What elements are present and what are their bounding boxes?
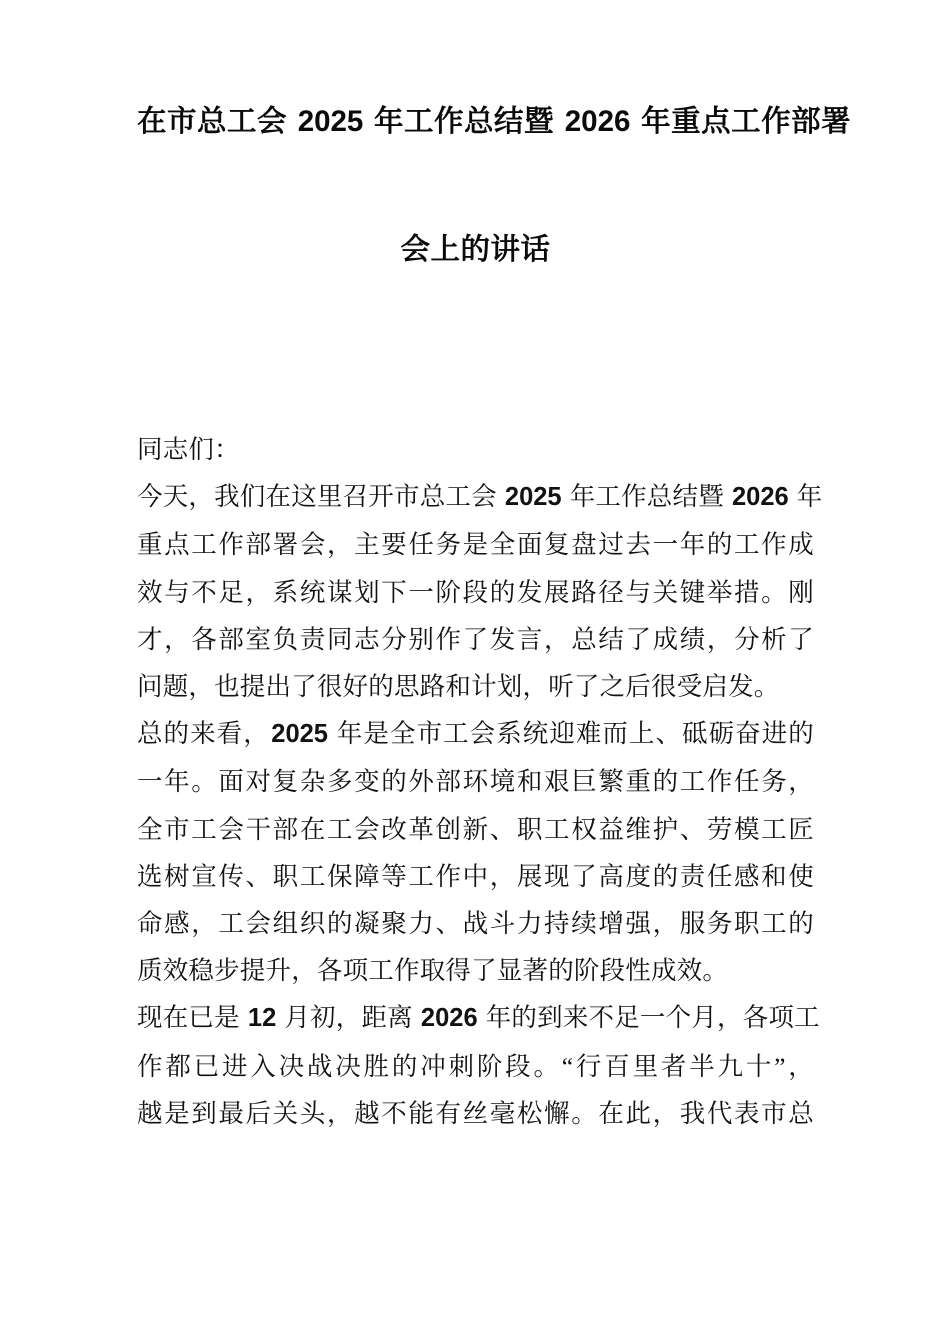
numeral: 2026: [731, 483, 789, 512]
body-line: 重点工作部署会，主要任务是全面复盘过去一年的工作成: [137, 530, 814, 560]
document-body: [137, 314, 823, 1137]
title-line-2: 会上的讲话: [400, 233, 551, 266]
body-line: 作都已进入决战决胜的冲刺阶段。“行百里者半九十”，: [137, 1051, 814, 1081]
body-line: 质效稳步提升，各项工作取得了显著的阶段性成效。: [137, 956, 729, 986]
body-line: 一年。面对复杂多变的外部环境和艰巨繁重的工作任务，: [137, 767, 814, 797]
title-line-1: 在市总工会 2025 年工作总结暨 2026 年重点工作部署: [137, 105, 852, 138]
document-content: [137, 0, 852, 1137]
body-line: 现在已是 12 月初，距离 2026 年的到来不足一个月，各项工: [137, 1003, 820, 1033]
numeral: 2026: [564, 105, 631, 138]
numeral: 2025: [297, 105, 364, 138]
body-line: 选树宣传、职工保障等工作中，展现了高度的责任感和使: [137, 861, 814, 891]
body-line: 总的来看，2025 年是全市工会系统迎难而上、砥砺奋进的: [137, 719, 814, 749]
body-line: 全市工会干部在工会改革创新、职工权益维护、劳模工匠: [137, 814, 814, 844]
numeral: 12: [247, 1004, 277, 1033]
body-line: 问题，也提出了很好的思路和计划，听了之后很受启发。: [137, 672, 780, 702]
numeral: 2026: [420, 1004, 478, 1033]
numeral: 2025: [271, 720, 328, 749]
body-line: 命感，工会组织的凝聚力、战斗力持续增强，服务职工的: [137, 909, 814, 939]
body-line: 才，各部室负责同志分别作了发言，总结了成绩，分析了: [137, 624, 814, 654]
body-line: 今天，我们在这里召开市总工会 2025 年工作总结暨 2026 年: [137, 482, 823, 512]
numeral: 2025: [504, 483, 562, 512]
page-title: [137, 0, 852, 314]
body-line: 越是到最后关头，越不能有丝毫松懈。在此，我代表市总: [137, 1098, 814, 1128]
body-line: 效与不足，系统谋划下一阶段的发展路径与关键举措。刚: [137, 577, 814, 607]
salutation: 同志们：: [137, 435, 240, 464]
